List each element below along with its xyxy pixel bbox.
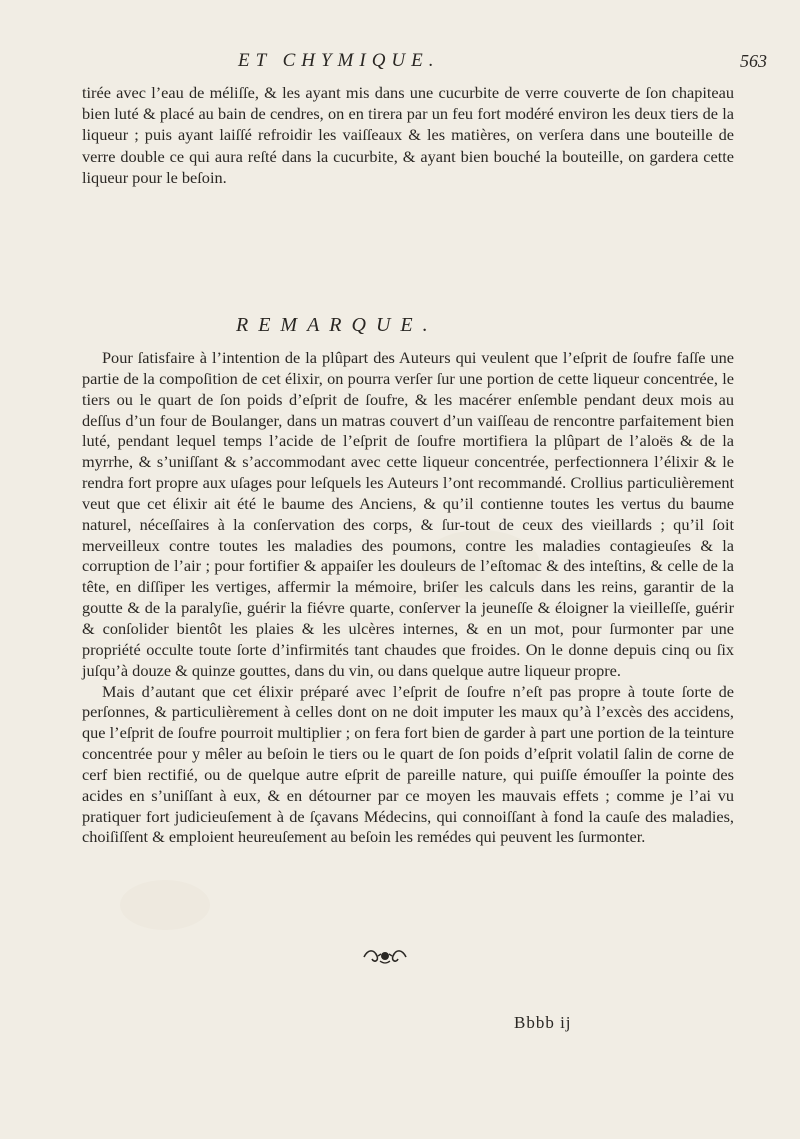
- remarque-text: [82, 348, 734, 848]
- paragraph: tirée avec l’eau de méliſſe, & les ayant mis dans une cucurbite de verre couverte de ſon chapiteau bien luté & placé au bain de cendres, on en tirera par un feu fort modéré environ les deux tiers de la liqueur ; puis ayant laiſſé refroidir les vaiſſeaux & les matières, on verſera dans une bouteille de verre double ce qui aura reſté dans la cucurbite, & ayant bien bouché la bouteille, on gardera cette liqueur pour le beſoin.: [82, 83, 734, 187]
- page-header: [0, 50, 800, 80]
- page-number: 563: [740, 51, 767, 71]
- paper-stain: [120, 880, 210, 930]
- running-title: ET CHYMIQUE.: [238, 50, 440, 71]
- paragraph: Pour ſatisfaire à l’intention de la plûpart des Auteurs qui veulent que l’eſprit de ſoufre faſſe une partie de la compoſition de cet élixir, on pourra verſer ſur une portion de cette liqueur concentrée, le tiers ou le quart de ſon poids d’eſprit de ſoufre, & les macérer enſemble pendant deux mois au deſſus d’un four de Boulanger, dans un matras couvert d’un vaiſſeau de rencontre parfaitement bien luté, pendant lequel temps l’acide de l’eſprit de ſoufre mortifiera la plûpart de l’aloës & de la myrrhe, & s’uniſſant & s’accommodant avec cette liqueur concentrée, perfectionnera l’élixir & le rendra fort propre aux uſages pour leſquels les Auteurs l’ont recommandé. Crollius particulièrement veut que cet élixir ait été le baume des Anciens, & qu’il contienne toutes les vertus du baume naturel, néceſſaires à la conſervation des corps, & ſur-tout de ceux des vieillards ; qu’il ſoit merveilleux contre toutes les maladies des poumons, contre les maladies contagieuſes & la corruption de l’air ; pour fortifier & appaiſer les douleurs de l’eſtomac & des inteſtins, & celle de la tête, en diſſiper les vertiges, affermir la mémoire, briſer les calculs dans les reins, garantir de la goutte & de la paralyſie, guérir la fiévre quarte, conſerver la jeuneſſe & éloigner la vieilleſſe, guérir & conſolider bientôt les plaies & les ulcères internes, & en un mot, pour ſurmonter par une propriété occulte toute ſorte d’infirmités tant chaudes que froides. On le donne depuis cinq ou ſix juſqu’à douze & quinze gouttes, dans du vin, ou dans quelque autre liqueur propre.: [82, 348, 734, 680]
- signature-mark: Bbbb ij: [514, 1013, 572, 1032]
- printer-fleuron-icon: [360, 946, 410, 966]
- fleuron-svg: [360, 946, 410, 966]
- section-title: REMARQUE.: [236, 314, 438, 336]
- continuation-text: [82, 82, 734, 188]
- section-heading: [0, 314, 800, 344]
- paragraph: Mais d’autant que cet élixir préparé avec l’eſprit de ſoufre n’eſt pas propre à toute ſorte de perſonnes, & particulièrement à celles dont on ne doit imputer les maux qu’à l’excès des accidens, que l’eſprit de ſoufre pourroit multiplier ; on fera fort bien de garder à part une portion de la teinture concentrée pour y mêler au beſoin le tiers ou le quart de ſon poids d’eſprit volatil ſalin de corne de cerf bien rectifié, ou de quelque autre eſprit de pareille nature, qui puiſſe émouſſer la pointe des acides en s’uniſſant à eux, & en détourner par ce moyen les mauvais effets ; comme je l’ai vu pratiquer fort judicieuſement à de ſçavans Médecins, qui connoiſſant à fond la cauſe des maladies, choiſiſſent & emploient heureuſement au beſoin les remédes qui peuvent les ſurmonter.: [82, 681, 734, 847]
